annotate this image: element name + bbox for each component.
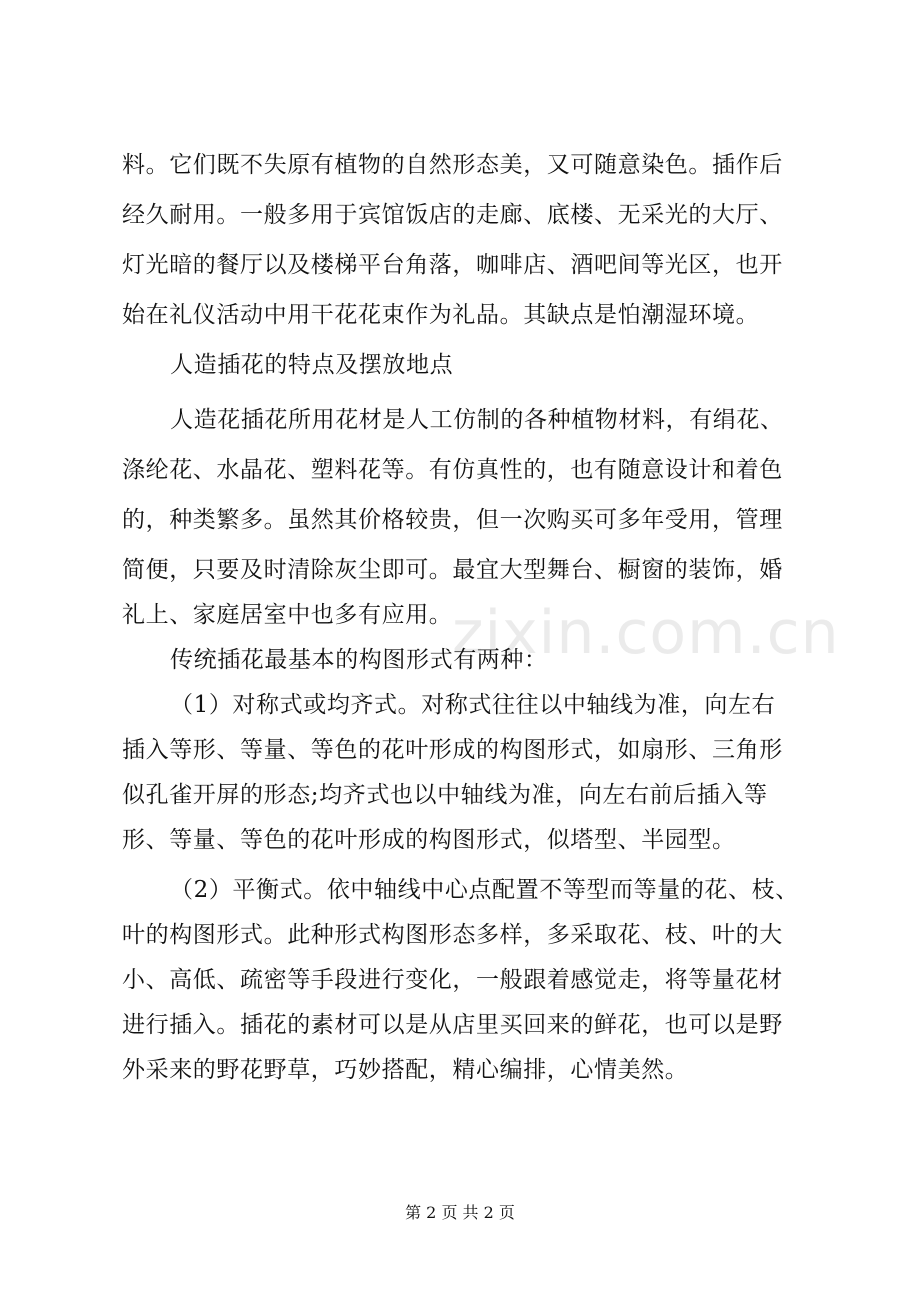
page-footer: 第 2 页 共 2 页 [405,1203,515,1222]
text-line: 始在礼仪活动中用干花花束作为礼品。其缺点是怕潮湿环境。 [122,302,760,328]
text-line: 礼上、家庭居室中也多有应用。 [122,602,453,628]
text-line: 料。它们既不失原有植物的自然形态美，又可随意染色。插作后 [122,152,783,178]
text-line: 小、高低、疏密等手段进行变化，一般跟着感觉走，将等量花材 [122,967,783,993]
text-line: 简便，只要及时清除灰尘即可。最宜大型舞台、橱窗的装饰，婚 [122,557,783,583]
text-line: 进行插入。插花的素材可以是从店里买回来的鲜花，也可以是野 [122,1012,783,1038]
watermark: zixin.com.cn [452,598,840,668]
text-line: 外采来的野花野草，巧妙搭配，精心编排，心情美然。 [122,1057,689,1083]
text-line: 灯光暗的餐厅以及楼梯平台角落，咖啡店、酒吧间等光区，也开 [122,252,783,278]
text-line: 传统插花最基本的构图形式有两种： [170,647,548,673]
text-line: 人造花插花所用花材是人工仿制的各种植物材料，有绢花、 [170,407,784,433]
text-line: 经久耐用。一般多用于宾馆饭店的走廊、底楼、无采光的大厅、 [122,202,783,228]
text-line: （1）对称式或均齐式。对称式往往以中轴线为准，向左右 [170,692,776,718]
text-line: 似孔雀开屏的形态;均齐式也以中轴线为准，向左右前后插入等 [122,782,768,808]
text-line: 插入等形、等量、等色的花叶形成的构图形式，如扇形、三角形 [122,737,783,763]
section-heading: 人造插花的特点及摆放地点 [170,352,454,378]
text-line: 涤纶花、水晶花、塑料花等。有仿真性的，也有随意设计和着色 [122,457,783,483]
text-line: （2）平衡式。依中轴线中心点配置不等型而等量的花、枝、 [170,877,799,903]
text-line: 的，种类繁多。虽然其价格较贵，但一次购买可多年受用，管理 [122,507,783,533]
text-line: 形、等量、等色的花叶形成的构图形式，似塔型、半园型。 [122,827,736,853]
text-line: 叶的构图形式。此种形式构图形态多样，多采取花、枝、叶的大 [122,922,783,948]
